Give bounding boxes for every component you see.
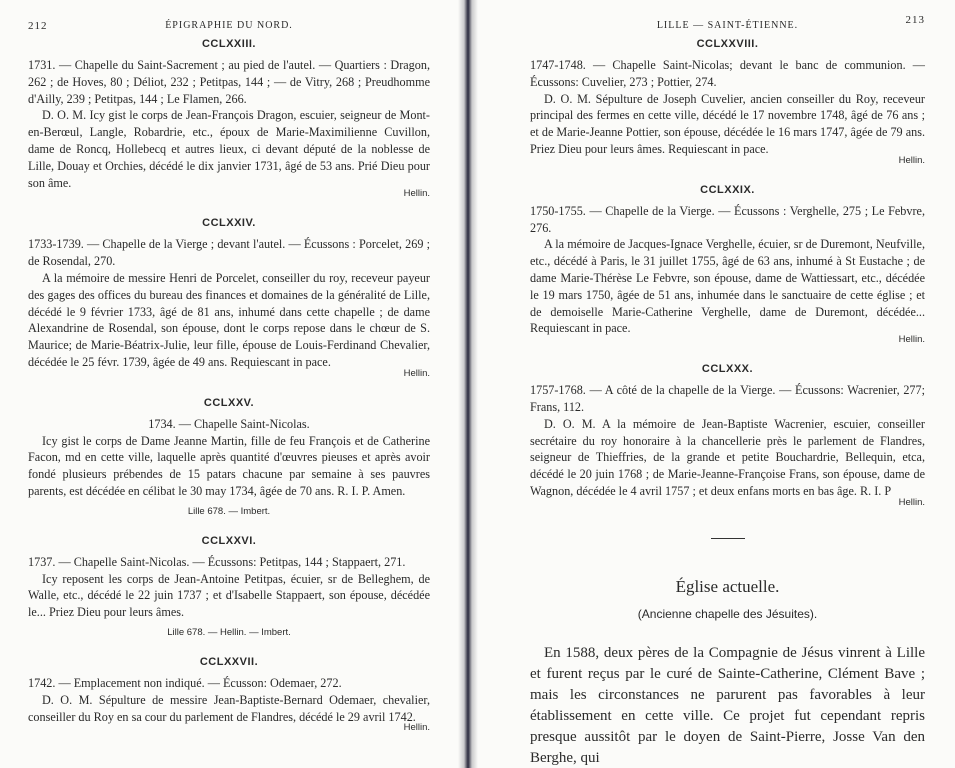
section-title: Église actuelle. (675, 576, 780, 596)
left-page-number: 212 (28, 20, 48, 32)
entry-source: Hellin. (898, 154, 925, 166)
entry-heading: 1747-1748. — Chapelle Saint-Nicolas; devant le banc de communion. — Écussons: Cuvelier, 273 ; Pottier, 274. (530, 58, 925, 89)
section-text: En 1588, deux pères de la Compagnie de Jésus vinrent à Lille et furent reçus par le curé de Sainte-Catherine, Clément Bave ; mais les circonstances ne parurent pas favorables à leur établissement en cette ville. Ce projet fut cependant repris presque aussitôt par le doyen de Saint-Pierre, Josse Van den Berghe, qui (530, 644, 925, 766)
entry-heading: 1757-1768. — A côté de la chapelle de la Vierge. — Écussons: Wacrenier, 277; Frans, 112. (530, 383, 925, 414)
left-running-title: ÉPIGRAPHIE DU NORD. (165, 20, 293, 31)
entry-heading: 1742. — Emplacement non indiqué. — Écusson: Odemaer, 272. (28, 675, 342, 690)
entry-cclxxviii (530, 38, 925, 166)
entry-cclxxiii (28, 38, 430, 199)
entry-inscription: A la mémoire de Jacques-Ignace Verghelle, écuier, sr de Duremont, Neufville, etc., décédé à Paris, le 31 juillet 1755, âgé de 63 ans, inhumé à St Eustache ; de dame Marie-Thérèse Le Febvre, son épouse, dame de Wattiessart, etc., décédée le 19 mars 1750, âgée de 51 ans, inhumée dans le sanctuaire de cette église ; et de demoiselle Marie-Catherine Verghelle, dame de Duremont, décédée... Requiescant in pace. (530, 237, 925, 336)
entry-number: CCLXXVIII. (696, 38, 759, 50)
entry-inscription: A la mémoire de messire Henri de Porcelet, conseiller du roy, receveur payeur des gages des offices du bureau des finances et domaines de la généralité de Lille, décédé le 9 février 1733, âgé de 81 ans, inhumé dans cette chapelle ; de dame Alexandrine de Rosendal, son épouse, dont le corps repose dans le chœur de S. Maurice; de Marie-Béatrix-Julie, leur fille, épouse de Louis-Ferdinand Chevalier, décédée le 25 févr. 1739, âgée de 49 ans. Requiescant in pace. (28, 270, 430, 369)
entry-inscription: D. O. M. Icy gist le corps de Jean-François Dragon, escuier, seigneur de Mont-en-Berœul, Langle, Robardrie, etc., époux de Marie-Maximilienne Cuvillon, dame de Roncq, Hollebecq et autres lieux, ci devant député de la noblesse de Lille, Douay et Orchies, décédé le dix janvier 1731, âgé de 53 ans. Prié Dieu pour son âme. (28, 108, 430, 190)
entry-source: Hellin. (403, 722, 430, 734)
entry-cclxxx (530, 363, 925, 508)
book-gutter (458, 0, 478, 768)
entry-heading: 1733-1739. — Chapelle de la Vierge ; devant l'autel. — Écussons : Porcelet, 269 ; de Rosendal, 270. (28, 237, 430, 269)
entry-cclxxv (28, 397, 430, 517)
left-page (0, 0, 468, 768)
entry-inscription: D. O. M. Sépulture de messire Jean-Baptiste-Bernard Odemaer, chevalier, conseiller du Roy en sa cour du parlement de Flandres, décédé le 29 avril 1742. (28, 692, 430, 724)
entry-heading: 1750-1755. — Chapelle de la Vierge. — Écussons : Verghelle, 275 ; Le Febvre, 276. (530, 203, 925, 235)
entry-number: CCLXXIX. (700, 183, 755, 196)
entry-cclxxix (530, 184, 925, 345)
entry-number: CCLXXVII. (199, 655, 259, 668)
left-running-head (28, 0, 430, 30)
section-eglise-actuelle (530, 577, 925, 768)
right-page (478, 0, 955, 768)
entry-source: Hellin. (898, 496, 925, 508)
entry-inscription: D. O. M. A la mémoire de Jean-Baptiste Wacrenier, escuier, conseiller secrétaire du roy honoraire à la chancellerie près le parlement de Flandres, seigneur de Thieffries, de la grande et petite Bouchardrie, Bellequin, etca, décédé le 20 juin 1768 ; de Marie-Jeanne-Françoise Frans, son épouse, dame de Wagnon, décédée le 4 avril 1757 ; et deux enfans morts en bas âge. R. I. P (530, 416, 925, 498)
entry-source: Lille 678. — Hellin. — Imbert. (167, 626, 291, 638)
entry-source: Hellin. (898, 334, 925, 346)
entry-heading: 1731. — Chapelle du Saint-Sacrement ; au pied de l'autel. — Quartiers : Dragon, 262 ; de Hoves, 80 ; Déliot, 232 ; Petitpas, 144 ; — de Vitry, 268 ; Preudhomme d'Ailly, 239 ; Petitpas, 144 ; Le Flamen, 266. (28, 58, 430, 106)
entry-inscription: Icy reposent les corps de Jean-Antoine Petitpas, écuier, sr de Belleghem, de Walle, etc., décédé le 22 juin 1737 ; et d'Isabelle Stappaert, son épouse, décédée le... Priez Dieu pour leurs âmes. (28, 571, 430, 620)
entry-inscription: D. O. M. Sépulture de Joseph Cuvelier, ancien conseiller du Roy, receveur principal des fermes en cette ville, décédé le 17 novembre 1748, âgé de 76 ans ; et de Marie-Jeanne Pottier, son épouse, décédée le 16 mars 1747, âgée de 79 ans. Priez Dieu pour leurs âmes. Requiescant in pace. (530, 91, 925, 156)
entry-number: CCLXXV. (203, 396, 255, 409)
entry-number: CCLXXVI. (201, 534, 257, 547)
section-subtitle: (Ancienne chapelle des Jésuites). (637, 606, 818, 621)
entry-heading: 1737. — Chapelle Saint-Nicolas. — Écussons: Petitpas, 144 ; Stappaert, 271. (28, 554, 406, 569)
entry-number: CCLXXIV. (202, 217, 256, 230)
section-divider (711, 538, 745, 539)
entry-heading: 1734. — Chapelle Saint-Nicolas. (148, 416, 310, 431)
right-running-title: LILLE — SAINT-ÉTIENNE. (656, 20, 799, 31)
right-running-head (530, 0, 925, 30)
entry-cclxxvi (28, 535, 430, 638)
entry-cclxxiv (28, 217, 430, 378)
entry-source: Hellin. (403, 367, 430, 379)
entry-source: Lille 678. — Imbert. (187, 505, 271, 517)
entry-inscription: Icy gist le corps de Dame Jeanne Martin, fille de feu François et de Catherine Facon, md en cette ville, laquelle après quantité d'œuvres pieuses et après avoir fondé plusieurs prébendes de 15 patars chacune par semaine à ses pauvres parents, est décédée en célibat le 30 may 1734, âgée de 70 ans. R. I. P. Amen. (28, 433, 430, 498)
entry-number: CCLXXIII. (201, 38, 256, 50)
entry-number: CCLXXX. (701, 363, 754, 376)
entry-source: Hellin. (403, 188, 430, 200)
right-page-number: 213 (905, 14, 925, 26)
entry-cclxxvii (28, 656, 430, 733)
